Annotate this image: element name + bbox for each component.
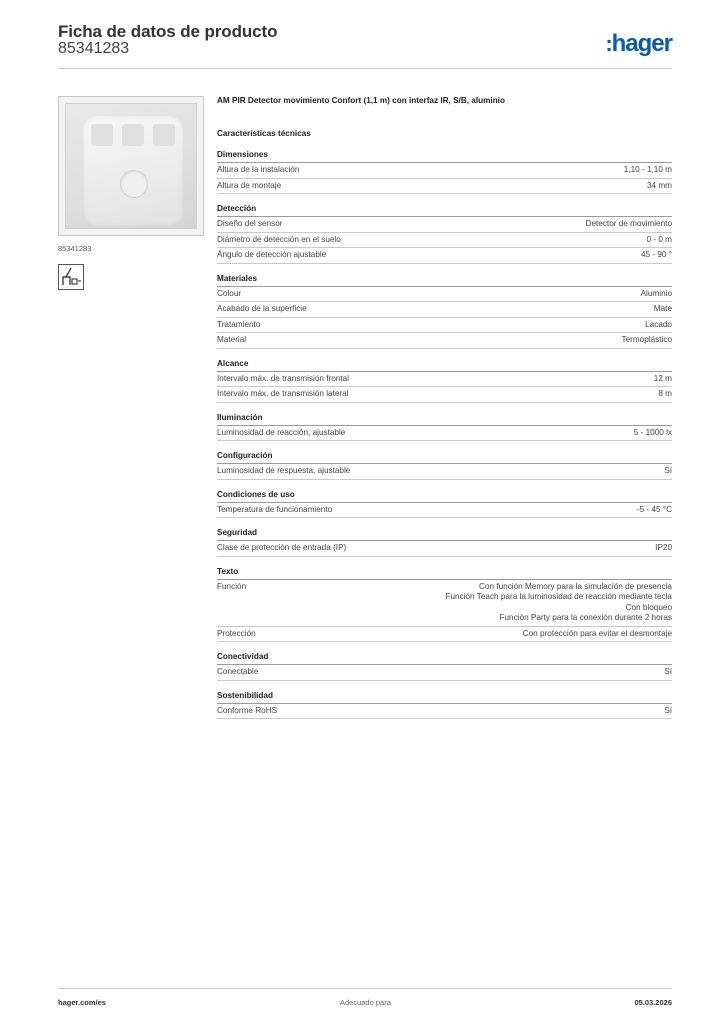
- section-title: Seguridad: [217, 528, 672, 541]
- spec-label: Altura de la instalación: [217, 165, 300, 174]
- spec-section: [217, 490, 672, 519]
- spec-section: [217, 359, 672, 403]
- tech-characteristics-heading: Características técnicas: [217, 129, 311, 138]
- spec-section: [217, 204, 672, 264]
- mounting-height-pictogram-icon: [58, 264, 84, 290]
- spec-row: [217, 704, 672, 720]
- footer-suitable-for: Adecuado para: [340, 998, 391, 1007]
- spec-section: [217, 528, 672, 557]
- spec-value: Detector de movimiento: [585, 219, 672, 228]
- image-caption: 85341283: [58, 244, 92, 253]
- section-title: Iluminación: [217, 413, 672, 426]
- spec-label: Luminosidad de reacción, ajustable: [217, 427, 346, 437]
- sensor-cover-plate: [65, 103, 197, 229]
- spec-label: Ángulo de detección ajustable: [217, 250, 327, 259]
- spec-value: Termoplástico: [621, 335, 672, 344]
- logo-text: hager: [611, 30, 672, 57]
- spec-value: 45 - 90 °: [640, 250, 672, 259]
- section-title: Configuración: [217, 451, 672, 464]
- spec-section: [217, 150, 672, 194]
- spec-section: [217, 567, 672, 643]
- spec-label: Tratamiento: [217, 319, 261, 329]
- spec-value: 1,10 - 1,10 m: [623, 165, 672, 174]
- spec-value: -5 - 45 °C: [636, 504, 672, 514]
- product-specs: [217, 94, 672, 719]
- spec-label: Material: [217, 335, 247, 344]
- spec-label: Intervalo máx. de transmisión frontal: [217, 373, 349, 383]
- spec-row: [217, 248, 672, 264]
- spec-row: [217, 318, 672, 334]
- header-divider: [58, 68, 672, 69]
- section-title: Conectividad: [217, 652, 672, 665]
- product-image: [58, 96, 204, 236]
- spec-value: Mate: [653, 304, 672, 313]
- section-title: Dimensiones: [217, 150, 672, 163]
- spec-row: [217, 287, 672, 303]
- spec-sections: [217, 150, 672, 719]
- section-title: Materiales: [217, 274, 672, 287]
- spec-row: [217, 372, 672, 388]
- footer-divider: [58, 988, 672, 989]
- lens-segment: [91, 124, 113, 146]
- spec-section: [217, 413, 672, 442]
- spec-row: [217, 217, 672, 233]
- spec-section: [217, 652, 672, 681]
- spec-row: [217, 179, 672, 195]
- spec-row: [217, 503, 672, 519]
- spec-section: [217, 691, 672, 720]
- spec-value: 8 m: [658, 389, 672, 398]
- spec-section: [217, 451, 672, 480]
- lens-segment: [122, 124, 144, 146]
- section-title: Alcance: [217, 359, 672, 372]
- spec-value: Con función Memory para la simulación de presencia Función Teach para la luminosidad de reacción mediante tecla Con bloqueo Función Party para la conexión durante 2 horas: [445, 581, 672, 622]
- spec-row: [217, 541, 672, 557]
- spec-value: IP20: [655, 543, 672, 552]
- spec-row: [217, 333, 672, 349]
- sensor-lens: [83, 116, 183, 226]
- spec-label: Luminosidad de respuesta, ajustable: [217, 466, 351, 475]
- spec-value: 34 mm: [646, 180, 672, 190]
- lens-segment: [153, 124, 175, 146]
- spec-section: [217, 274, 672, 349]
- spec-value: 0 - 0 m: [646, 234, 672, 244]
- spec-row: [217, 464, 672, 480]
- hager-logo: :hager: [605, 30, 672, 57]
- spec-label: Conectable: [217, 667, 259, 676]
- spec-row: [217, 302, 672, 318]
- spec-label: Protección: [217, 628, 256, 638]
- footer-date: 05.03.2026: [634, 998, 672, 1007]
- spec-row: [217, 627, 672, 643]
- spec-label: Intervalo máx. de transmisión lateral: [217, 389, 349, 398]
- product-reference: 85341283: [58, 40, 130, 57]
- spec-label: Diseño del sensor: [217, 219, 283, 228]
- spec-value: Sí: [664, 667, 672, 676]
- spec-value: Sí: [664, 466, 672, 475]
- spec-row: [217, 426, 672, 442]
- spec-row: [217, 665, 672, 681]
- page-title: Ficha de datos de producto: [58, 22, 278, 41]
- spec-label: Diámetro de detección en el suelo: [217, 234, 341, 244]
- section-title: Texto: [217, 567, 672, 580]
- spec-label: Conforme RoHS: [217, 705, 278, 715]
- spec-label: Temperatura de funcionamiento: [217, 504, 333, 514]
- spec-value: 5 - 1000 lx: [633, 427, 672, 437]
- product-description: AM PIR Detector movimiento Confort (1,1 m) con interfaz IR, S/B, aluminio: [217, 96, 505, 105]
- spec-row: [217, 580, 672, 627]
- spec-label: Altura de montaje: [217, 180, 282, 190]
- sensor-button: [120, 170, 148, 198]
- spec-row: [217, 387, 672, 403]
- section-title: Condiciones de uso: [217, 490, 672, 503]
- spec-label: Acabado de la superficie: [217, 304, 307, 313]
- spec-row: [217, 233, 672, 249]
- section-title: Detección: [217, 204, 672, 217]
- footer-website: hager.com/es: [58, 998, 106, 1007]
- spec-value: Aluminio: [640, 288, 672, 298]
- spec-value: Lacado: [645, 319, 672, 329]
- spec-value: Sí: [664, 705, 672, 715]
- spec-value: Con protección para evitar el desmontaje: [522, 628, 672, 638]
- section-title: Sostenibilidad: [217, 691, 672, 704]
- spec-value: 12 m: [653, 373, 672, 383]
- spec-label: Clase de protección de entrada (IP): [217, 543, 347, 552]
- spec-row: [217, 163, 672, 179]
- spec-label: Colour: [217, 288, 242, 298]
- spec-label: Función: [217, 581, 247, 591]
